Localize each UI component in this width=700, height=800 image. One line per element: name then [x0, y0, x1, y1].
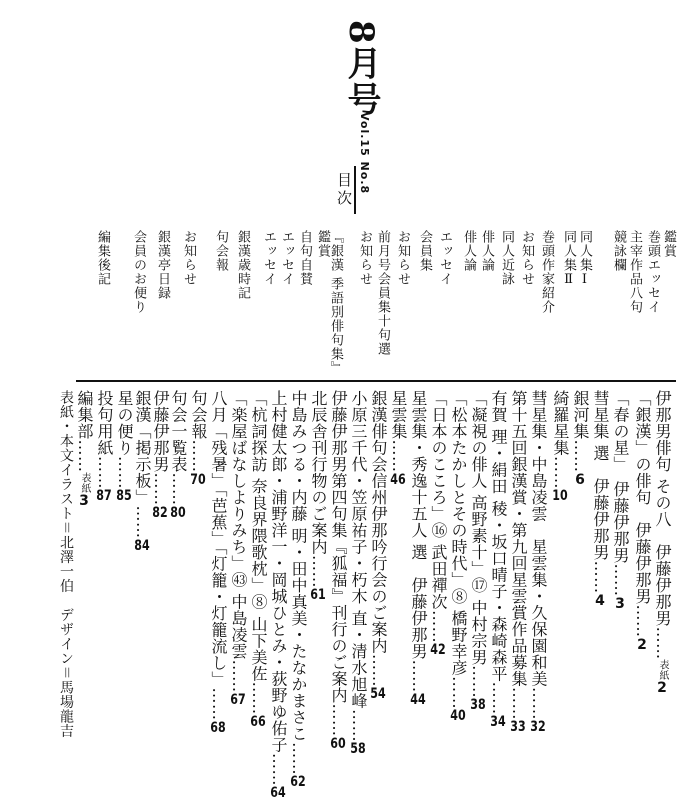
entry-page-number: 42	[430, 643, 446, 658]
toc-entry[interactable]	[290, 390, 306, 789]
section-heading-label: 句会報	[213, 230, 228, 272]
section-heading	[462, 230, 475, 375]
entry-title: 投句用紙……	[95, 390, 114, 489]
section-heading	[396, 230, 409, 375]
toc-entry[interactable]	[230, 390, 246, 707]
section-heading-label: 前月号会員集十句選	[375, 230, 390, 356]
section-heading-label: 銀漢亭日録	[155, 230, 170, 300]
entry-page-number: 44	[410, 692, 426, 707]
section-heading	[418, 230, 431, 375]
section-heading	[438, 230, 451, 375]
section-heading-label: エッセイ	[261, 230, 276, 286]
section-heading	[578, 230, 591, 375]
toc-entry[interactable]	[612, 390, 628, 611]
section-heading-label: 巻頭作家紹介	[539, 230, 554, 314]
section-heading-label: 会員集	[417, 230, 432, 272]
toc-entry[interactable]	[170, 390, 186, 520]
entry-title: 編集部……	[75, 390, 94, 473]
entry-title: 「凝視の俳人 高野素十」⑰ 中村宗男……	[469, 390, 488, 699]
entry-title: 「銀漢」の俳句 伊藤伊那男……	[633, 390, 652, 638]
entry-page-number: 2	[657, 680, 667, 695]
toc-entry[interactable]	[310, 390, 326, 602]
section-heading	[500, 230, 513, 375]
section-heading	[96, 230, 109, 375]
entry-title: 北辰舎刊行物のご案内……	[309, 390, 328, 588]
toc-entry[interactable]	[250, 390, 266, 729]
entry-title: 上村健太郎・浦野洋一・岡城ひとみ・荻野ゆ佑子……	[269, 390, 288, 786]
section-heading	[236, 230, 249, 375]
section-heading-label: 同人近詠	[499, 230, 514, 286]
entry-page-number: 38	[470, 698, 486, 713]
entry-page-number: 61	[310, 588, 326, 602]
entry-page-number: 10	[552, 489, 568, 503]
entry-title: 「松本たかしとその時代」⑧ 橋野幸彦……	[449, 390, 468, 710]
section-heading	[646, 230, 659, 375]
toc-entry[interactable]	[654, 390, 670, 695]
toc-entry[interactable]	[76, 390, 92, 508]
section-heading-label: 自句自賛	[297, 230, 312, 286]
entry-page-number: 84	[134, 538, 150, 553]
section-heading	[662, 230, 675, 375]
section-heading	[214, 230, 227, 375]
entry-title: 銀漢「掲示板」……	[133, 390, 152, 539]
section-heading-label: お知らせ	[395, 230, 410, 286]
entry-page-number: 80	[170, 505, 186, 520]
section-heading	[628, 230, 641, 375]
section-heading	[316, 230, 342, 375]
divider-rule	[76, 380, 676, 382]
entry-title: 句会一覧表……	[169, 390, 188, 506]
entry-title: 伊藤伊那男……	[151, 390, 170, 506]
section-heading	[298, 230, 311, 375]
entry-page-number: 3	[79, 493, 89, 508]
toc-entry[interactable]	[634, 390, 650, 652]
toc-entry[interactable]	[510, 390, 526, 734]
section-heading-label: 競詠欄	[611, 230, 626, 272]
toc-entry[interactable]	[330, 390, 346, 751]
toc-entry[interactable]	[152, 390, 168, 520]
toc-entry[interactable]	[430, 390, 446, 657]
entry-title: 「杭詞探訪 奈良界隈歌枕」⑧ 山下美佐……	[249, 390, 268, 715]
section-heading	[520, 230, 533, 375]
entry-title: 小原三千代・笠原祐子・朽木 直・清水旭峰……	[349, 390, 368, 743]
toc-entry[interactable]	[572, 390, 588, 487]
section-heading	[562, 230, 575, 375]
section-heading-label: 俳人論	[461, 230, 476, 272]
toc-entry[interactable]	[450, 390, 466, 723]
section-heading	[182, 230, 195, 375]
entry-page-number: 62	[290, 775, 306, 790]
entry-title: 「日本のこころ」⑯ 武田禪次……	[429, 390, 448, 644]
entry-page-number: 40	[450, 709, 466, 724]
toc-entry[interactable]	[350, 390, 366, 756]
toc-entry[interactable]	[210, 390, 226, 735]
entry-title: 彗星集・中島凌雲 星雲集・久保園和美……	[529, 390, 548, 720]
section-heading-label: 鑑賞	[661, 230, 676, 258]
entry-title: 伊藤伊那男第四句集『狐福』刊行のご案内……	[329, 390, 348, 737]
toc-entry[interactable]	[390, 390, 406, 487]
toc-entry[interactable]	[592, 390, 608, 608]
entry-page-number: 46	[390, 472, 406, 487]
toc-title: 目次	[335, 172, 353, 208]
entry-title: 句会報……	[189, 390, 208, 473]
entry-page-number: 58	[350, 742, 366, 757]
entry-title: 伊那男俳句 その八 伊藤伊那男……	[653, 390, 672, 660]
section-heading	[280, 230, 293, 375]
section-heading-label: 俳人論	[479, 230, 494, 272]
entry-page-number: 64	[270, 786, 286, 800]
section-heading	[540, 230, 553, 375]
entry-note: 表紙	[657, 659, 668, 681]
entry-title: 星雲集……	[389, 390, 408, 473]
entry-page-number: 66	[250, 714, 266, 729]
section-heading-label: お知らせ	[357, 230, 372, 286]
entry-title: 銀河集……	[571, 390, 590, 473]
toc-entry[interactable]	[134, 390, 150, 553]
section-heading-label: お知らせ	[181, 230, 196, 286]
entry-page-number: 68	[210, 720, 226, 735]
toc-entry[interactable]	[190, 390, 206, 487]
section-heading	[480, 230, 493, 375]
section-heading-label: お知らせ	[519, 230, 534, 286]
entry-title: 銀漢俳句会信州伊那吟行会のご案内……	[369, 390, 388, 687]
section-heading	[132, 230, 145, 375]
entry-page-number: 67	[230, 692, 246, 707]
entry-title: 第十五回銀漢賞・第九回星雲賞作品募集……	[509, 390, 528, 720]
toc-entry[interactable]	[370, 390, 386, 701]
section-heading	[156, 230, 169, 375]
entry-title: 有賀 理・絹田 稜・坂口晴子・森崎森平……	[489, 390, 508, 715]
toc-entry[interactable]	[410, 390, 426, 707]
toc-entry[interactable]	[116, 390, 132, 503]
entry-note: 表紙	[79, 472, 90, 494]
entry-title: 彗星集 選 伊藤伊那男……	[591, 390, 610, 594]
section-heading-label: 巻頭エッセイ	[645, 230, 660, 314]
section-heading-label: 会員のお便り	[131, 230, 146, 314]
toc-entry[interactable]	[96, 390, 112, 503]
entry-title: 中島みつる・内藤 明・田中真美・たなかまさこ……	[289, 390, 308, 776]
entry-page-number: 32	[530, 720, 546, 734]
toc-entry[interactable]	[470, 390, 486, 712]
entry-title: 「春の星」 伊藤伊那男……	[611, 390, 630, 597]
toc-entry[interactable]	[552, 390, 568, 503]
entry-title: 「楽屋ばなしよりみち」㊸ 中島凌雲……	[229, 390, 248, 693]
credit-line: 表紙・本文イラスト＝北澤一伯 デザイン＝馬場龍吉	[58, 390, 74, 738]
entry-title: 綺羅星集……	[551, 390, 570, 489]
entry-page-number: 6	[575, 472, 585, 487]
section-heading	[376, 230, 389, 375]
toc-entry[interactable]	[270, 390, 286, 800]
section-heading-label: 主宰作品八句	[627, 230, 642, 314]
entry-page-number: 85	[116, 489, 132, 503]
entry-page-number: 4	[595, 593, 605, 608]
section-heading-label: エッセイ	[279, 230, 294, 286]
volume-label: Vol.15 No.8	[358, 112, 371, 195]
entry-title: 星の便り……	[115, 390, 134, 489]
section-heading-label: 同人集Ⅱ	[561, 230, 576, 288]
section-heading-label: 『銀漢 季語別俳句集』鑑賞	[315, 230, 343, 369]
toc-entry[interactable]	[490, 390, 506, 729]
section-heading	[612, 230, 625, 375]
entry-page-number: 87	[96, 489, 112, 503]
entry-page-number: 3	[615, 596, 625, 611]
section-heading	[262, 230, 275, 375]
section-heading-label: 同人集Ⅰ	[577, 230, 592, 288]
entry-page-number: 34	[490, 714, 506, 729]
entry-page-number: 2	[637, 637, 647, 652]
entry-page-number: 54	[370, 687, 386, 701]
entry-page-number: 70	[190, 472, 206, 487]
toc-entry[interactable]	[530, 390, 546, 734]
entry-page-number: 33	[510, 720, 526, 734]
entry-page-number: 82	[152, 505, 168, 520]
section-heading-label: 銀漢歳時記	[235, 230, 250, 300]
section-heading-label: エッセイ	[437, 230, 452, 286]
entry-title: 星雲集・秀逸十五人 選 伊藤伊那男……	[409, 390, 428, 693]
section-heading	[358, 230, 371, 375]
entry-title: 八月「残暑」「芭蕉」「灯籠・灯籠流し」……	[209, 390, 228, 721]
entry-page-number: 60	[330, 736, 346, 751]
section-heading-label: 編集後記	[95, 230, 110, 286]
issue-number: 8月号	[341, 20, 381, 118]
